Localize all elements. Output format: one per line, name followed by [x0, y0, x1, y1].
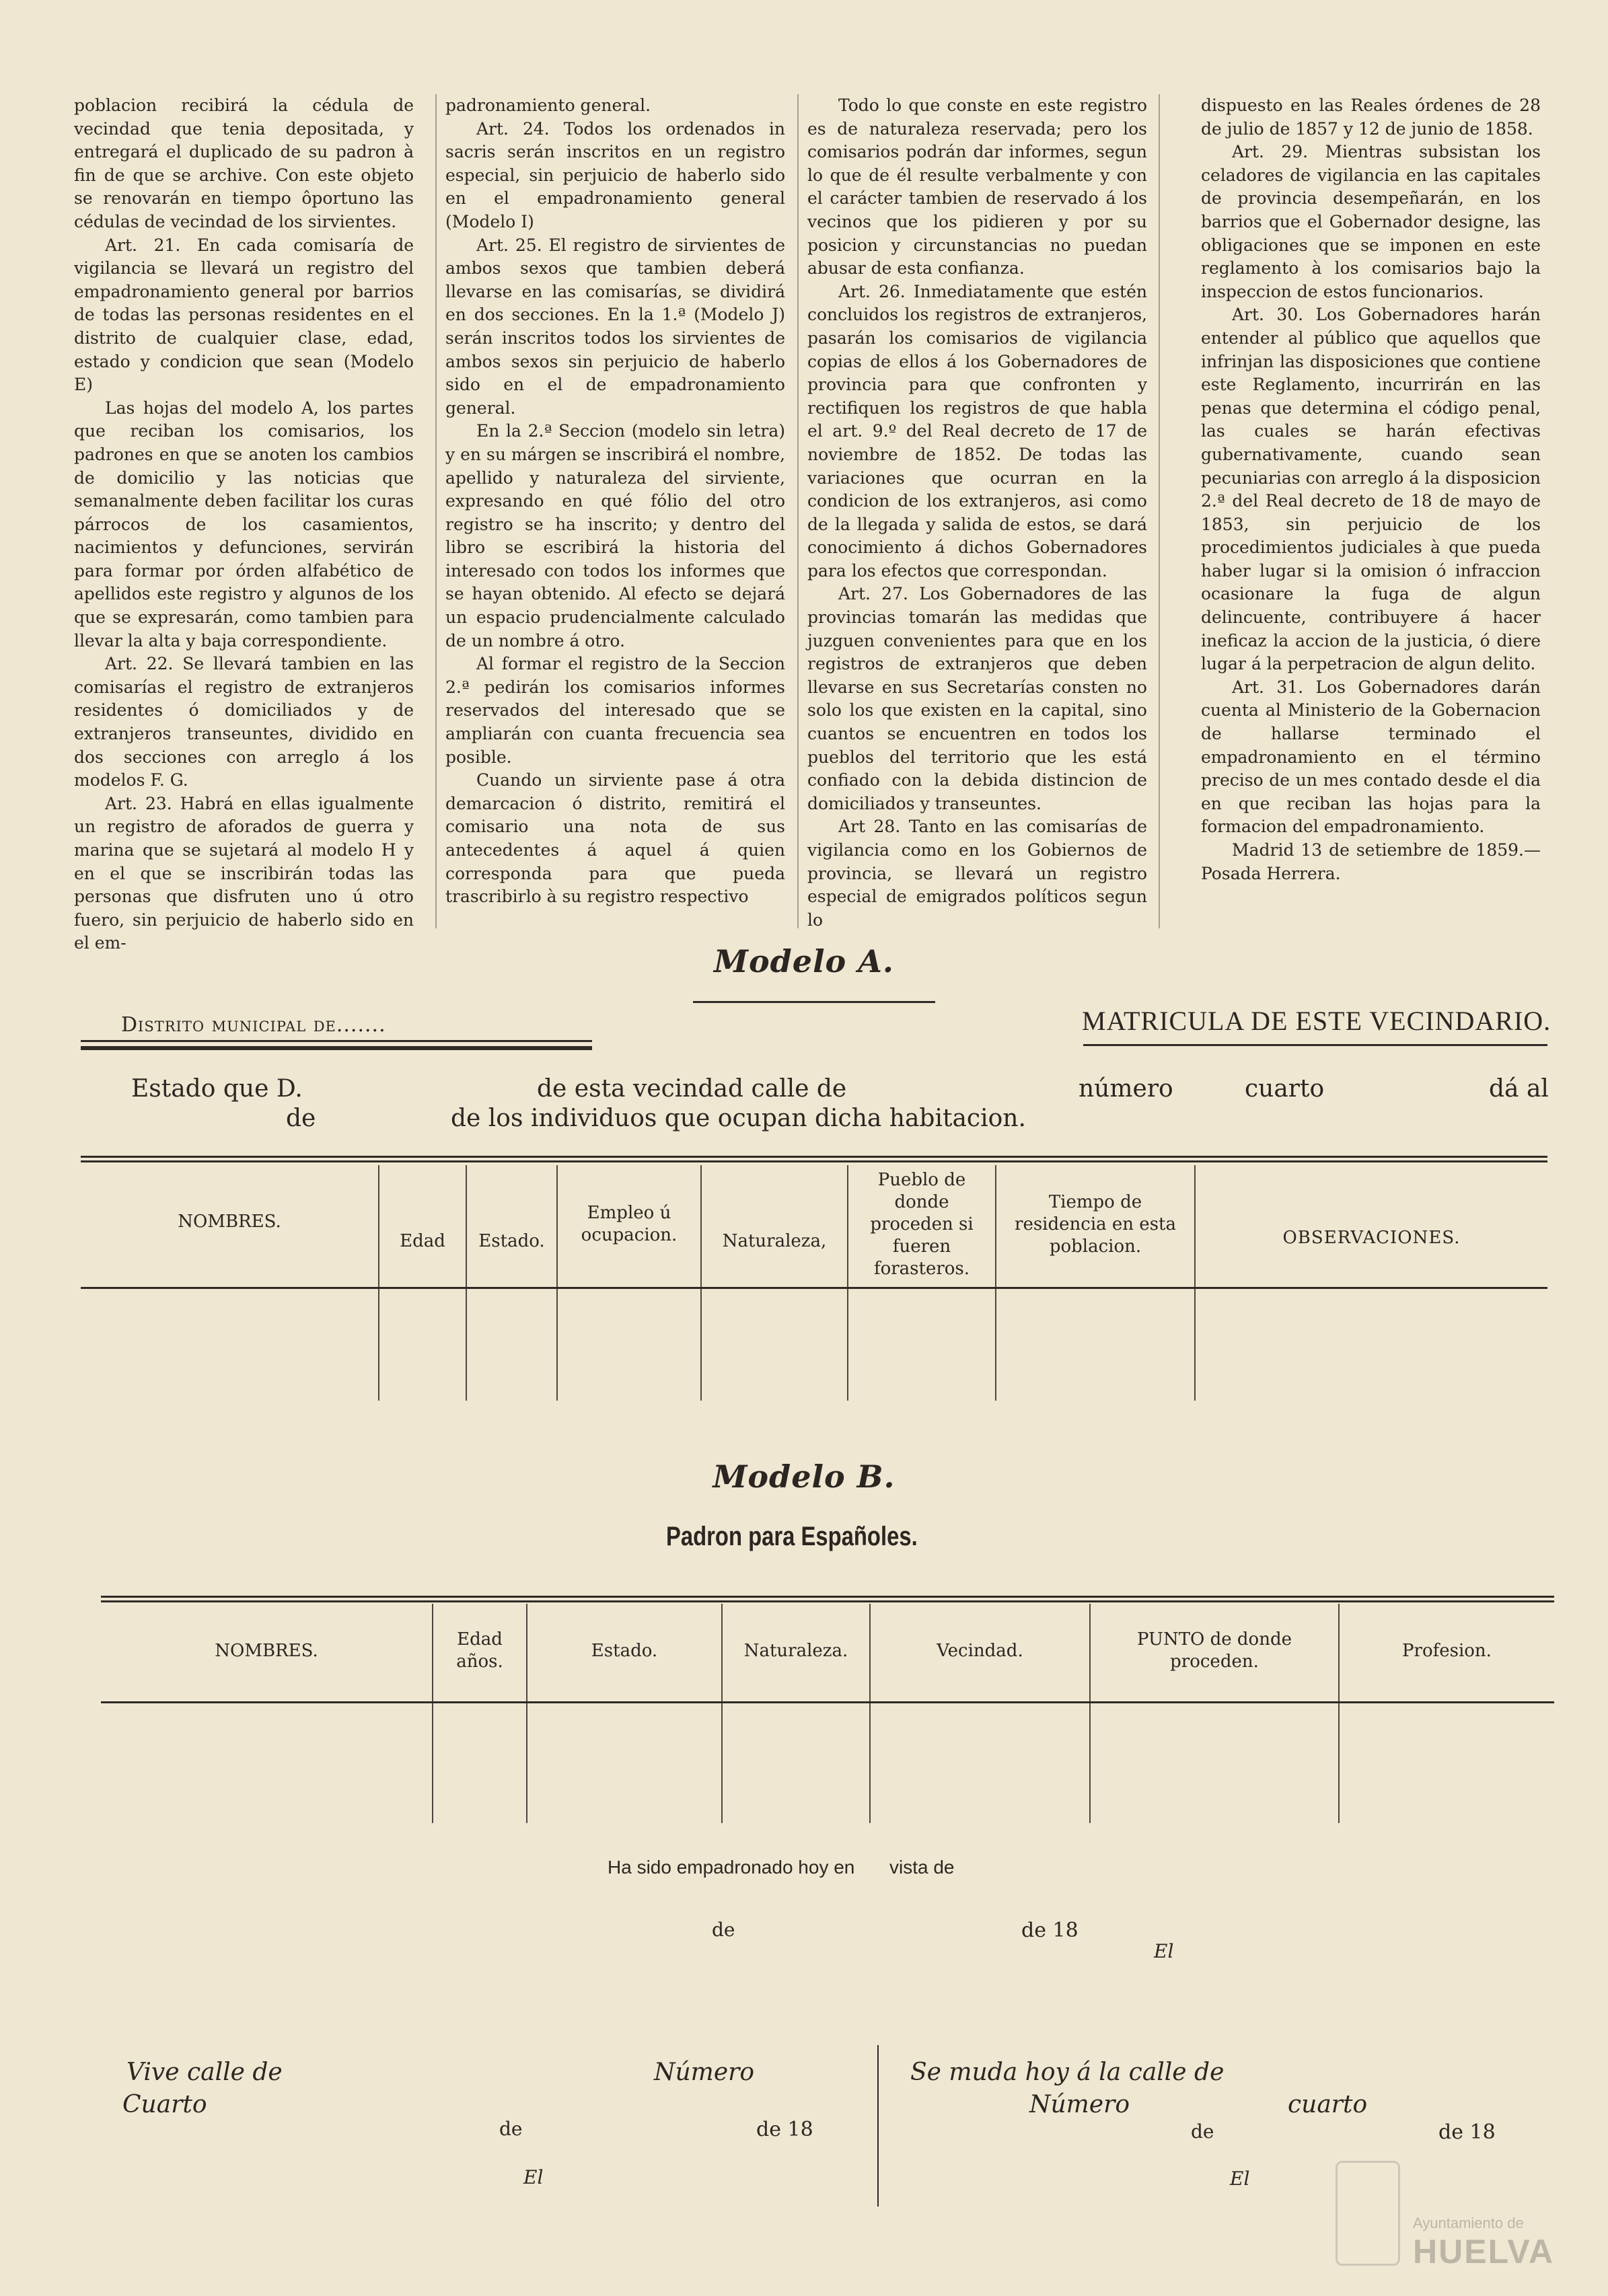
fecha-de: de [499, 2118, 523, 2140]
paragraph: dispuesto en las Reales órdenes de 28 de julio de 1857 y 12 de junio de 1858. [1201, 96, 1541, 139]
modelo-b-title: Modelo B. [712, 1458, 896, 1495]
col-header-edad: Edad años. [433, 1604, 527, 1698]
col-header-observaciones: OBSERVACIONES. [1195, 1165, 1547, 1284]
paragraph: Las hojas del modelo A, los partes que reciban los comisarios, los padrones en que se anoten los cambios de domicilio y las noticias que semanalmente deben facilitar los curas párrocos de los casamientos, nacimientos y defunciones, servirán para formar por órden alfabético de apellidos este registro y algunos de los que se expresarán, como tambien para llevar la alta y baja correspondiente. [74, 398, 414, 651]
paragraph: Cuando un sirviente pase á otra demarcacion ó distrito, remitirá el comisario una nota de sus antecedentes á aquel á quien corresponda para que pueda trascribirlo à su registro respectivo [445, 770, 785, 907]
muda-cuarto: cuarto [1288, 2091, 1368, 2118]
firma-el: El [1154, 1940, 1174, 1962]
col-header-nombres: NOMBRES. [178, 1212, 281, 1232]
paragraph: Madrid 13 de setiembre de 1859.— Posada Herrera. [1201, 840, 1541, 883]
col-header-vecindad: Vecindad. [870, 1604, 1090, 1698]
col-header-nombres: NOMBRES. [215, 1640, 318, 1661]
col-header-pueblo: Pueblo de donde proceden si fueren forasteros. [848, 1165, 996, 1284]
fecha-de: de [712, 1919, 735, 1941]
paragraph: Art. 30. Los Gobernadores harán entender al público que aquellos que infrinjan las disposiciones que contiene este Reglamento, incurrirán en las penas que determina el código penal, las cuales se harán efectivas gubernativamente, cuando sean pecuniarias con arreglo á la disposicion 2.ª del Real decreto de 18 de mayo de 1853, sin perjuicio de los procedimientos judiciales à que pueda haber lugar si la omision ó infraccion ocasionare la fuga de algun delincuente, contribuyere á hacer ineficaz la accion de la justicia, ó diere lugar á la perpetracion de algun delito. [1201, 305, 1541, 674]
rule [1083, 1044, 1547, 1046]
estado-line1-a: Estado que D. [131, 1075, 303, 1103]
col-header-naturaleza: Naturaleza, [701, 1165, 848, 1284]
paragraph: En la 2.ª Seccion (modelo sin letra) y en su márgen se inscribirá el nombre, apellido y naturaleza del sirviente, expresando en qué fólio del otro registro se ha inscrito; y dentro del libro se escribirá la historia del interesado con todos los informes que se hayan obtenido. Al efecto se dejará un espacio prudencialmente calculado de un nombre á otro. [445, 421, 785, 651]
paragraph: Art. 27. Los Gobernadores de las provincias tomarán las medidas que juzguen convenientes para que en los registros de extranjeros que deben llevarse en sus Secretarías consten no solo los que existen en la capital, sino cuantos se encuentren en todos los pueblos del territorio que les está confiado con la debida distincion de domiciliados y transeuntes. [807, 584, 1147, 813]
col-header-punto: PUNTO de donde proceden. [1090, 1604, 1339, 1698]
paragraph: Art. 21. En cada comisaría de vigilancia se llevará un registro del empadronamiento general por barrios de todas las personas residentes en el distrito de cualquier clase, edad, estado y condicion que sean (Modelo E) [74, 235, 414, 395]
paragraph: padronamiento general. [445, 96, 651, 115]
column-1 [74, 94, 414, 955]
vive-calle: Vive calle de [126, 2059, 283, 2086]
fecha-anio: de 18 [1438, 2120, 1496, 2144]
firma-el: El [1230, 2168, 1250, 2190]
paragraph: Art. 31. Los Gobernadores darán cuenta al Ministerio de la Gobernacion de hallarse terminado el empadronamiento en el término preciso de un mes contado desde el dia en que reciban las hojas para la formacion del empadronamiento. [1201, 677, 1541, 837]
vive-cuarto: Cuarto [122, 2091, 207, 2118]
ornament-rule [693, 1001, 935, 1003]
col-header-empleo: Empleo ú ocupacion. [557, 1165, 701, 1284]
col-header-estado: Estado. [527, 1604, 722, 1698]
empadronado-text: Ha sido empadronado hoy en [608, 1857, 855, 1878]
paragraph: Art 28. Tanto en las comisarías de vigilancia como en los Gobiernos de provincia, se llevará un registro especial de emigrados políticos segun lo [807, 817, 1147, 930]
fecha-anio: de 18 [756, 2118, 813, 2141]
rule [81, 1156, 1547, 1158]
distrito-label: Distrito municipal de....... [121, 1013, 386, 1037]
estado-line1-b: de esta vecindad calle de [537, 1075, 847, 1103]
rule [81, 1046, 592, 1050]
col-header-profesion: Profesion. [1339, 1604, 1554, 1698]
paragraph: Al formar el registro de la Seccion 2.ª pedirán los comisarios informes reservados del interesado que se ampliarán con cuanta frecuencia sea posible. [445, 654, 785, 767]
col-header-estado: Estado. [466, 1165, 557, 1284]
column-divider [797, 94, 799, 928]
paragraph: Art. 24. Todos los ordenados in sacris serán inscritos en un registro especial, sin perjuicio de haberlo sido en el empadronamiento general (Modelo I) [445, 118, 785, 231]
fecha-anio: de 18 [1021, 1919, 1079, 1942]
column-3 [807, 94, 1147, 932]
fecha-de: de [1191, 2120, 1214, 2143]
paragraph: Art. 22. Se llevará tambien en las comisarías el registro de extranjeros residentes ó domiciliados y de extranjeros transeuntes, dividido en dos secciones con arreglo á los modelos F. G. [74, 654, 414, 790]
col-header-tiempo: Tiempo de residencia en esta poblacion. [996, 1165, 1195, 1284]
estado-line1-d: cuarto [1245, 1075, 1325, 1103]
col-header-naturaleza: Naturaleza. [722, 1604, 870, 1698]
text-columns [74, 94, 1541, 953]
paragraph: poblacion recibirá la cédula de vecindad que tenia depositada, y entregará el duplicado de su padron à fin de que se archive. Con este objeto se renovarán en tiempo ôportuno las cédulas de vecindad de los sirvientes. [74, 96, 414, 231]
modelo-a-title: Modelo A. [714, 943, 894, 979]
estado-line1-c: número [1079, 1075, 1173, 1103]
column-2 [445, 94, 785, 909]
rule [81, 1160, 1547, 1162]
paragraph: Art. 23. Habrá en ellas igualmente un registro de aforados de guerra y marina que se sujetará al modelo H y en el que se inscribirán todas las personas que disfruten uno ú otro fuero, sin perjuicio de haberlo sido en el em- [74, 793, 414, 953]
paragraph: Art. 26. Inmediatamente que estén concluidos los registros de extranjeros, pasarán los comisarios de vigilancia copias de ellos á los Gobernadores de provincia para que confronten y rectifiquen los registros de que habla el art. 9.º del Real decreto de 17 de noviembre de 1852. De todas las variaciones que ocurran en la condicion de los extranjeros, asi como de la llegada y salida de estos, se dará conocimiento á dichos Gobernadores para los efectos que correspondan. [807, 281, 1147, 581]
matricula-title: MATRICULA DE ESTE VECINDARIO. [1082, 1006, 1551, 1036]
paragraph: Art. 29. Mientras subsistan los celadores de vigilancia en las capitales de provincia desempeñarán, en los barrios que el Gobernador designe, las obligaciones que se imponen en este reglamento à los comisarios bajo la inspeccion de estos funcionarios. [1201, 142, 1541, 301]
muda-numero: Número [1029, 2091, 1130, 2118]
rule [101, 1596, 1554, 1598]
estado-line1-e: dá al [1489, 1075, 1549, 1103]
muda-calle: Se muda hoy á la calle de [910, 2059, 1225, 2086]
estado-line2-b: de los individuos que ocupan dicha habitacion. [451, 1105, 1026, 1132]
modelo-b-subtitle: Padron para Españoles. [666, 1522, 918, 1551]
section-divider [877, 2045, 879, 2207]
column-divider [435, 94, 437, 928]
modelo-a-table [81, 1165, 1547, 1401]
rule [81, 1040, 592, 1042]
watermark-line2: HUELVA [1413, 2233, 1555, 2270]
seal-icon [1336, 2161, 1400, 2266]
paragraph: Todo lo que conste en este registro es de naturaleza reservada; pero los comisarios podrán dar informes, segun lo que de él resulte verbalmente y con el carácter tambien de reservado á los vecinos que los pidieren y por su posicion y circunstancias no puedan abusar de esta confianza. [807, 96, 1147, 279]
firma-el: El [523, 2166, 544, 2188]
modelo-b-table [101, 1604, 1554, 1823]
estado-line2-a: de [286, 1105, 316, 1132]
col-header-edad: Edad [379, 1165, 466, 1284]
column-4 [1201, 94, 1541, 885]
rule [101, 1600, 1554, 1602]
vista-text: vista de [889, 1857, 955, 1878]
vive-numero: Número [654, 2059, 755, 2086]
column-divider [1159, 94, 1160, 928]
paragraph: Art. 25. El registro de sirvientes de ambos sexos que tambien deberá llevarse en las comisarías, se dividirá en dos secciones. En la 1.ª (Modelo J) serán inscritos todos los sirvientes de ambos sexos sin perjuicio de haberlo sido en el de empadronamiento general. [445, 235, 785, 418]
watermark-line1: Ayuntamiento de [1413, 2215, 1524, 2231]
